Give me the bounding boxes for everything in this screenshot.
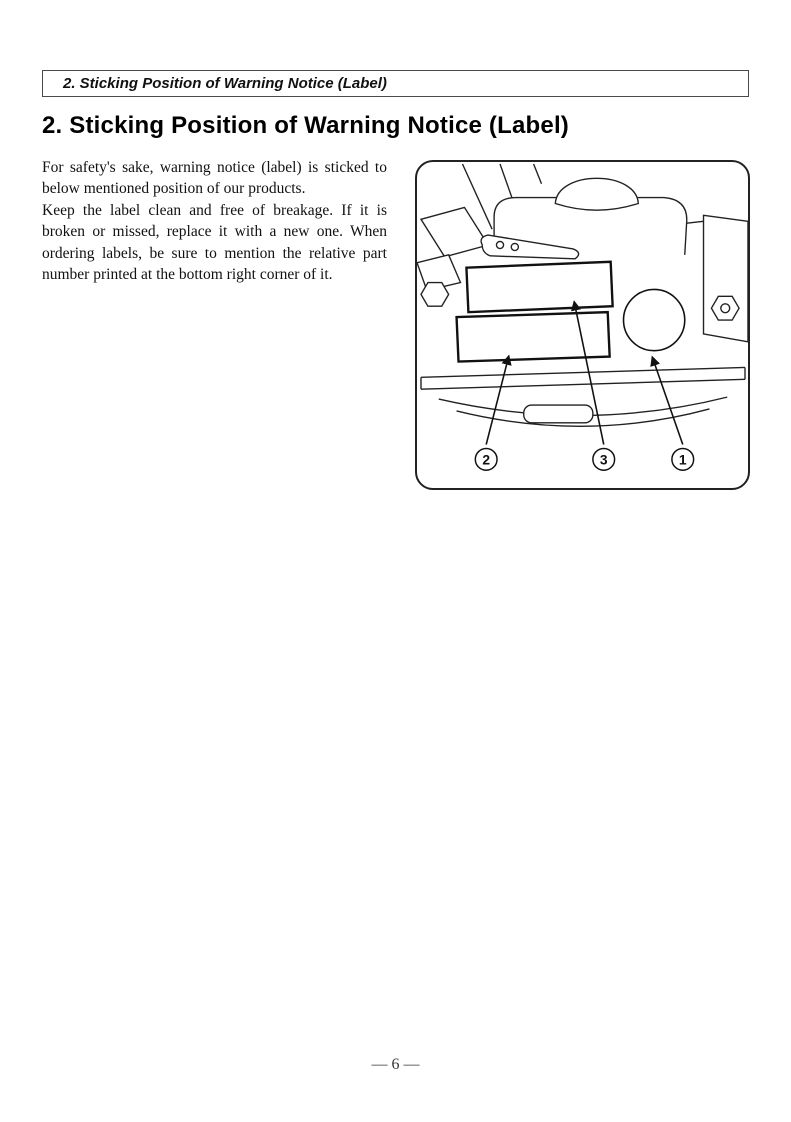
- callout-2: [475, 448, 497, 470]
- machine-diagram: [417, 162, 748, 488]
- machine-bed: [421, 367, 745, 426]
- running-header: [42, 70, 749, 97]
- page-number: — 6 —: [371, 1056, 420, 1073]
- callout-3-number: 3: [599, 451, 608, 468]
- callouts: [475, 448, 693, 470]
- callout-3: [593, 448, 615, 470]
- paragraph: For safety's sake, warning notice (label) is sticked to below mentioned position of our products.: [42, 159, 387, 198]
- running-header-title: 2. Sticking Position of Warning Notice (Label): [63, 75, 387, 92]
- section-title: 2. Sticking Position of Warning Notice (Label): [42, 112, 570, 139]
- figure-label-positions: [415, 160, 750, 490]
- bolt-right: [711, 296, 739, 320]
- arrow-to-lower-label: [486, 356, 509, 445]
- warning-labels: [457, 262, 685, 362]
- round-label: [623, 289, 684, 350]
- warning-label-lower: [457, 312, 610, 361]
- callout-1-number: 1: [678, 451, 687, 468]
- callout-2-number: 2: [482, 451, 491, 468]
- bolt-left: [421, 283, 449, 307]
- body-text: [42, 157, 387, 285]
- callout-1: [672, 448, 694, 470]
- warning-label-upper: [466, 262, 612, 312]
- paragraph: Keep the label clean and free of breakage. If it is broken or missed, replace it with a new one. When ordering labels, be sure to mention the relative part number printed at the bottom right corner of it.: [42, 201, 387, 284]
